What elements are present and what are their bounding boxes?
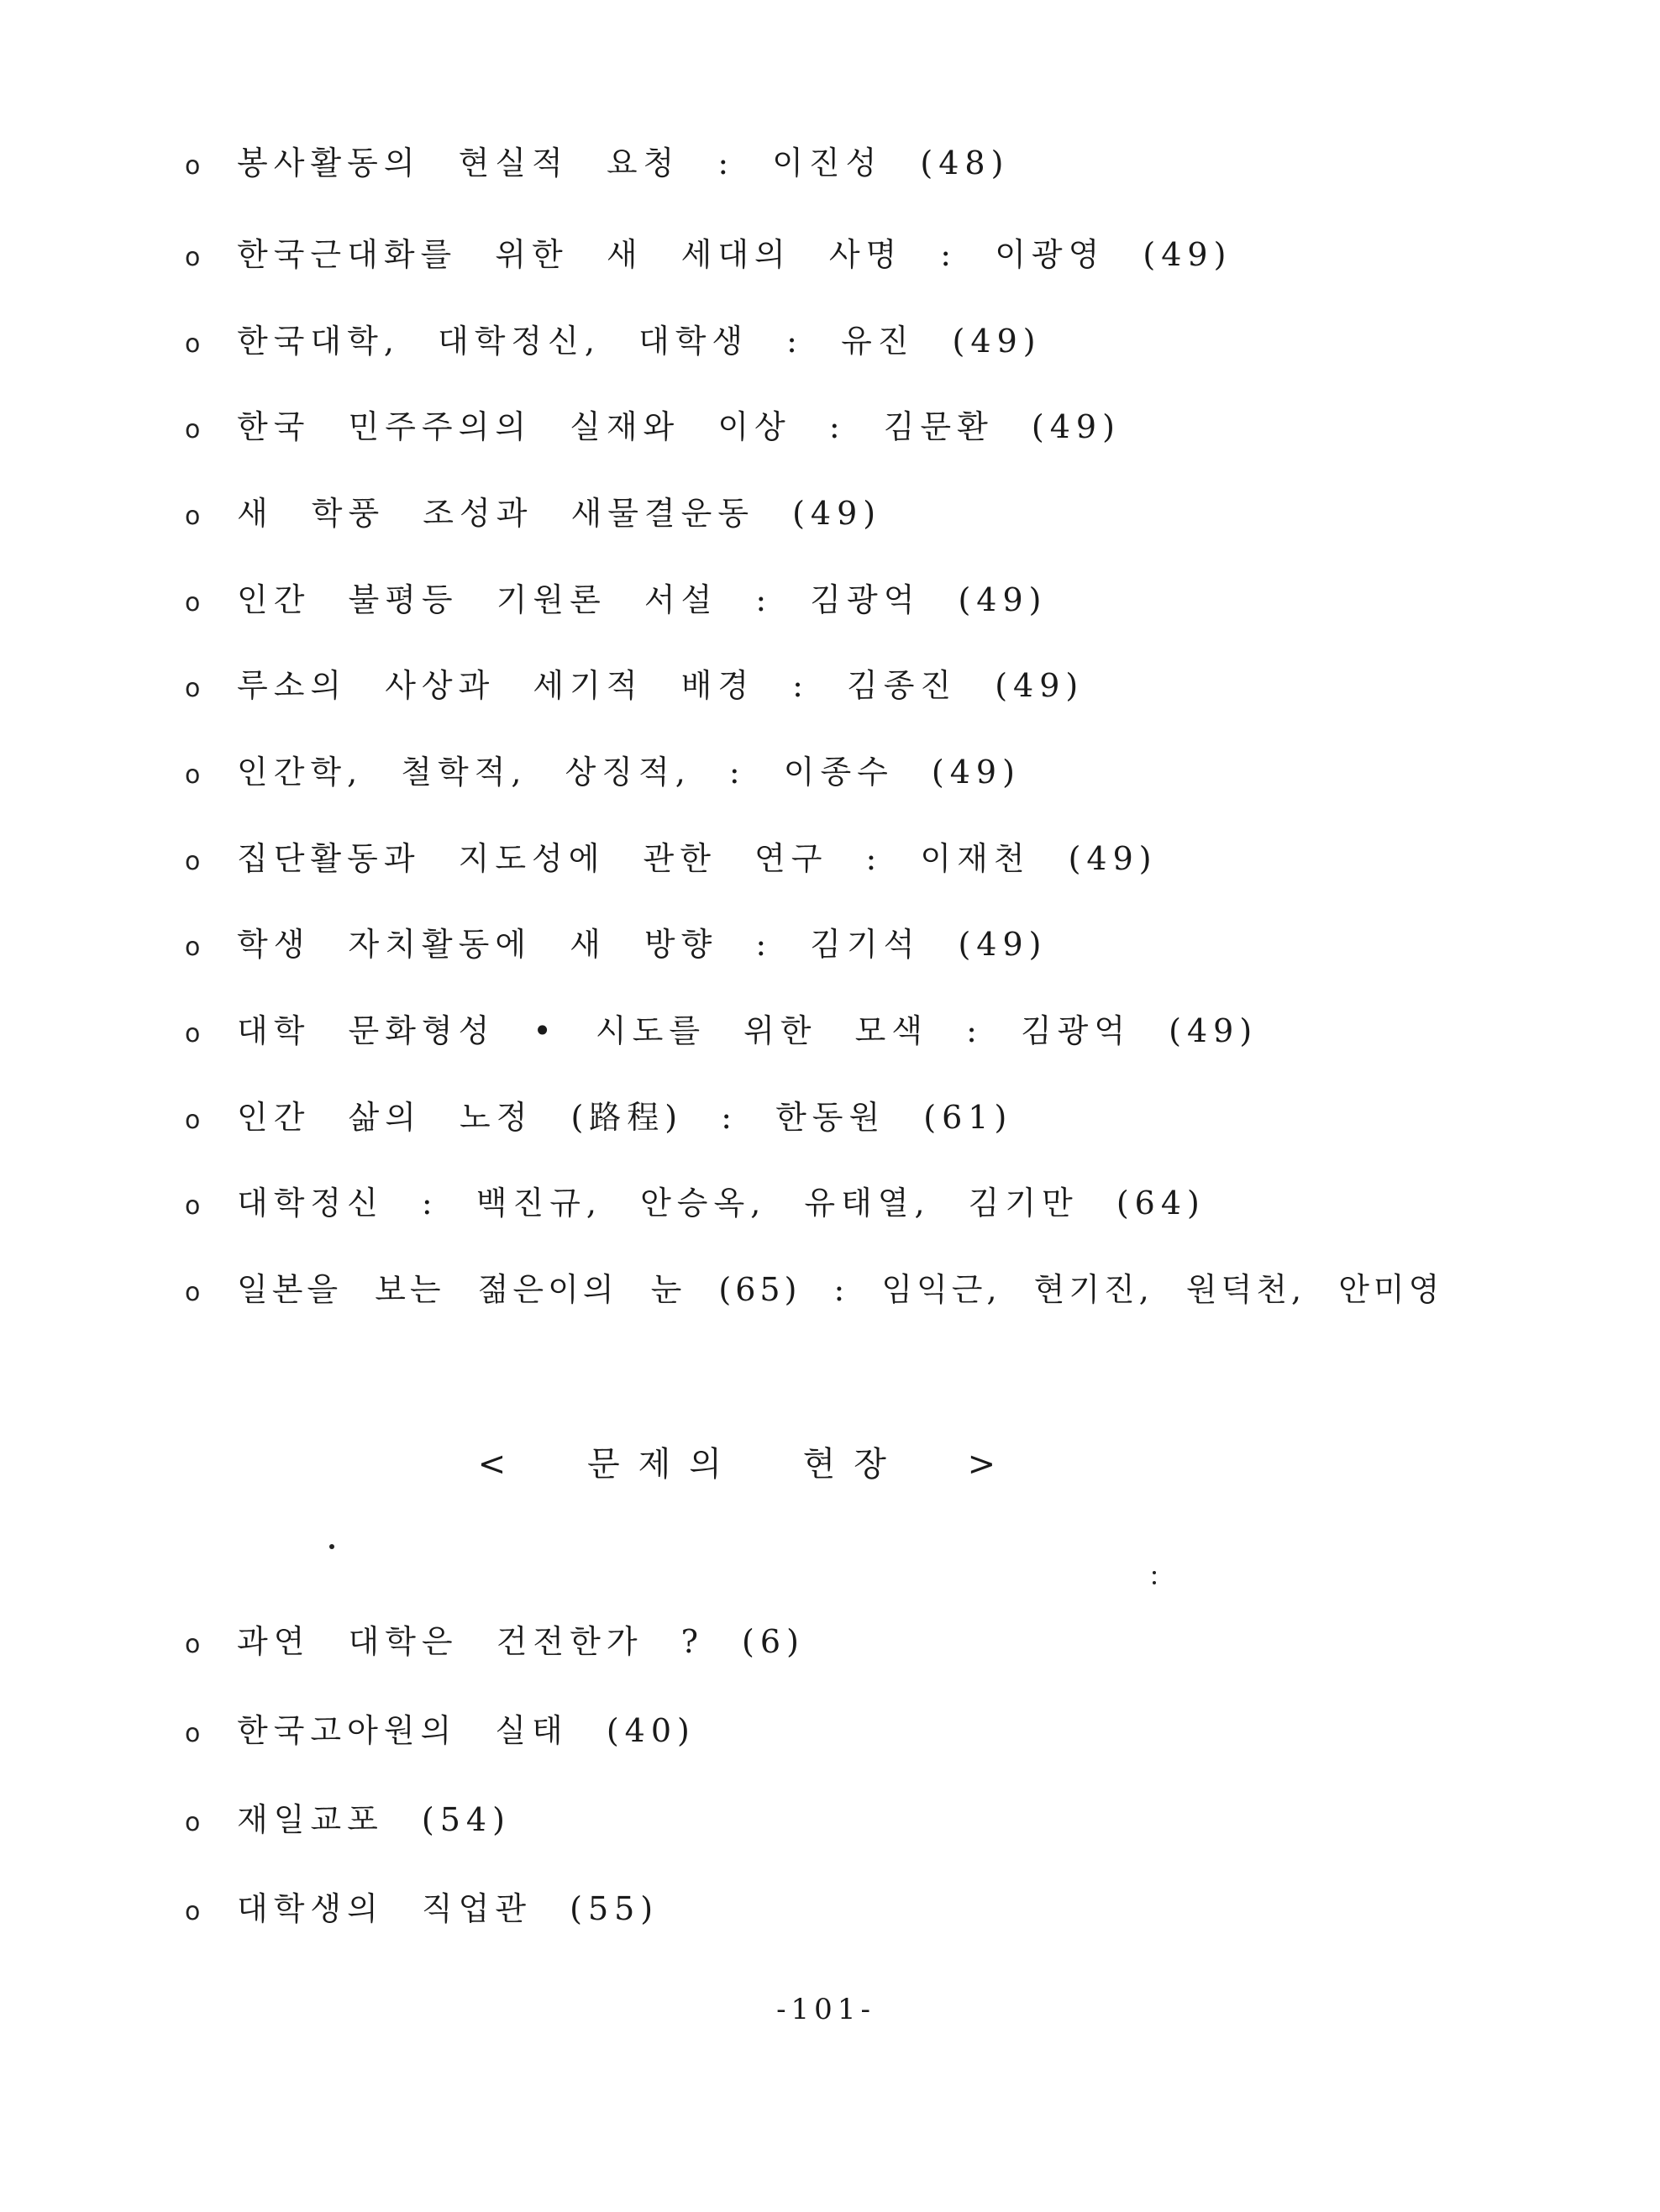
- section-heading: < 문제의 현장 >: [477, 1445, 1015, 1484]
- list-item: [185, 407, 1121, 450]
- entry-text: 봉사활동의 현실적 요청 : 이진성 (48): [237, 144, 1010, 181]
- list-item: [185, 143, 1009, 187]
- scan-speck: [329, 1544, 334, 1549]
- entry-text: 한국 민주주의의 실재와 이상 : 김문환 (49): [237, 408, 1121, 445]
- bullet-mark: o: [185, 329, 201, 359]
- bullet-mark: o: [185, 1106, 201, 1135]
- entry-text: 재일교포 (54): [237, 1801, 511, 1838]
- list-item: [185, 665, 1084, 709]
- entry-text: 한국대학, 대학정신, 대학생 : 유진 (49): [237, 323, 1042, 360]
- bullet-mark: o: [185, 502, 201, 531]
- list-item: [185, 493, 881, 537]
- entry-text: 루소의 사상과 세기적 배경 : 김종진 (49): [237, 667, 1085, 704]
- entry-text: 인간 불평등 기원론 서설 : 김광억 (49): [237, 581, 1048, 618]
- entry-text: 학생 자치활동에 새 방향 : 김기석 (49): [237, 926, 1048, 963]
- bullet-mark: o: [185, 933, 201, 962]
- list-item: [185, 1269, 1443, 1313]
- bullet-mark: o: [185, 1719, 201, 1748]
- entry-text: 인간 삶의 노정 (路程) : 한동원 (61): [237, 1099, 1013, 1136]
- entry-text: 한국고아원의 실태 (40): [237, 1712, 696, 1749]
- entry-text: 과연 대학은 건전한가 ? (6): [237, 1623, 805, 1660]
- list-item: [185, 1097, 1012, 1141]
- scan-speck: [1153, 1581, 1156, 1584]
- list-item: [185, 1710, 696, 1754]
- bullet-mark: o: [185, 415, 201, 444]
- bullet-mark: o: [185, 588, 201, 617]
- list-item: [185, 1183, 1206, 1227]
- list-item: [185, 1621, 805, 1665]
- list-item: [185, 838, 1158, 882]
- bullet-mark: o: [185, 1191, 201, 1221]
- entry-text: 일본을 보는 젊은이의 눈 (65) : 임익근, 현기진, 원덕천, 안미영: [237, 1271, 1444, 1308]
- entry-text: 새 학풍 조성과 새물결운동 (49): [237, 495, 882, 532]
- list-item: [185, 752, 1021, 796]
- bullet-mark: o: [185, 1019, 201, 1048]
- page-number: -101-: [776, 1993, 875, 2026]
- bullet-mark: o: [185, 151, 201, 181]
- bullet-mark: o: [185, 1278, 201, 1307]
- bullet-mark: o: [185, 1808, 201, 1837]
- list-item: [185, 1800, 511, 1843]
- entry-text: 대학정신 : 백진규, 안승옥, 유태열, 김기만 (64): [237, 1185, 1206, 1222]
- bullet-mark: o: [185, 847, 201, 876]
- entry-text: 대학생의 직업관 (55): [237, 1890, 659, 1927]
- list-item: [185, 234, 1232, 278]
- entry-text: 대학 문화형성 • 시도를 위한 모색 : 김광억 (49): [237, 1012, 1258, 1049]
- list-item: [185, 1889, 659, 1932]
- bullet-mark: o: [185, 1897, 201, 1926]
- bullet-mark: o: [185, 243, 201, 272]
- list-item: [185, 580, 1048, 623]
- entry-text: 한국근대화를 위한 새 세대의 사명 : 이광영 (49): [237, 236, 1232, 273]
- list-item: [185, 1011, 1258, 1054]
- bullet-mark: o: [185, 674, 201, 703]
- scan-speck: [1153, 1571, 1156, 1574]
- list-item: [185, 321, 1042, 365]
- bullet-mark: o: [185, 1630, 201, 1659]
- entry-text: 인간학, 철학적, 상징적, : 이종수 (49): [237, 754, 1021, 791]
- entry-text: 집단활동과 지도성에 관한 연구 : 이재천 (49): [237, 840, 1158, 877]
- list-item: [185, 924, 1048, 968]
- bullet-mark: o: [185, 760, 201, 790]
